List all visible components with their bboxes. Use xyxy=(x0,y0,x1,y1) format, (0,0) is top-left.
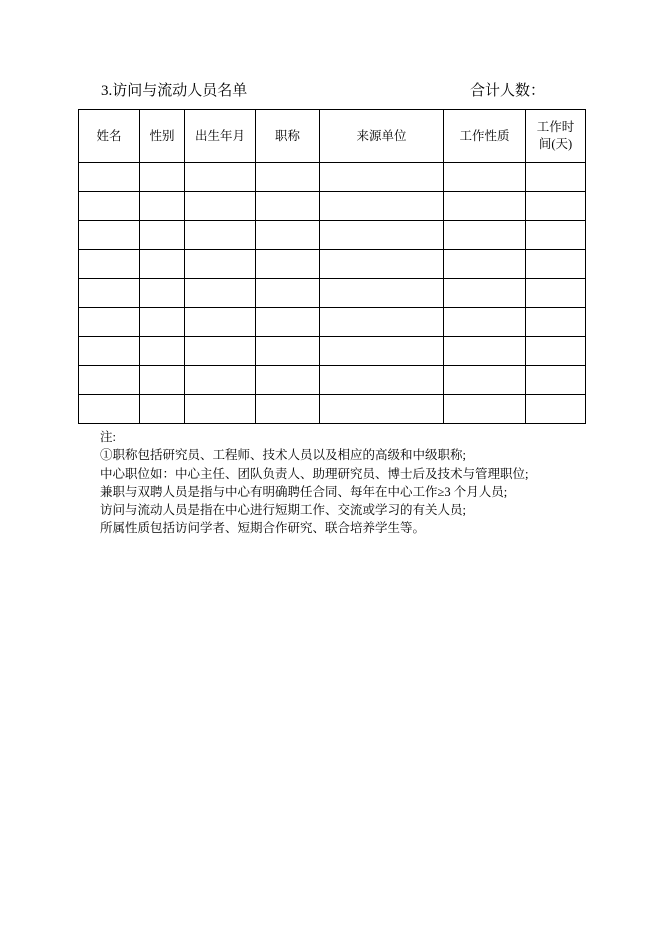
table-cell[interactable] xyxy=(79,163,140,192)
table-cell[interactable] xyxy=(79,337,140,366)
column-header-title: 职称 xyxy=(256,110,320,163)
table-cell[interactable] xyxy=(79,279,140,308)
table-cell[interactable] xyxy=(256,337,320,366)
table-cell[interactable] xyxy=(526,395,586,424)
table-cell[interactable] xyxy=(444,192,526,221)
table-row xyxy=(79,366,586,395)
table-header-row xyxy=(79,110,586,163)
table-cell[interactable] xyxy=(185,366,256,395)
table-cell[interactable] xyxy=(140,192,185,221)
table-cell[interactable] xyxy=(320,337,444,366)
column-header-name: 姓名 xyxy=(79,110,140,163)
table-cell[interactable] xyxy=(79,366,140,395)
table-cell[interactable] xyxy=(79,308,140,337)
table-cell[interactable] xyxy=(256,366,320,395)
table-cell[interactable] xyxy=(526,221,586,250)
note-item: 访问与流动人员是指在中心进行短期工作、交流或学习的有关人员; xyxy=(100,503,466,518)
column-header-gender: 性别 xyxy=(140,110,185,163)
table-cell[interactable] xyxy=(320,221,444,250)
table-cell[interactable] xyxy=(140,337,185,366)
table-cell[interactable] xyxy=(526,250,586,279)
table-cell[interactable] xyxy=(140,308,185,337)
table-cell[interactable] xyxy=(444,308,526,337)
table-cell[interactable] xyxy=(185,163,256,192)
table-row xyxy=(79,279,586,308)
visitor-roster-table xyxy=(78,109,586,424)
table-cell[interactable] xyxy=(320,250,444,279)
note-item: 所属性质包括访问学者、短期合作研究、联合培养学生等。 xyxy=(100,521,426,536)
table-cell[interactable] xyxy=(256,221,320,250)
table-row xyxy=(79,163,586,192)
table-cell[interactable] xyxy=(526,192,586,221)
column-header-birth-date: 出生年月 xyxy=(185,110,256,163)
total-count-label: 合计人数： xyxy=(470,83,546,99)
table-row xyxy=(79,221,586,250)
table-cell[interactable] xyxy=(140,163,185,192)
table-cell[interactable] xyxy=(444,395,526,424)
note-item: 兼职与双聘人员是指与中心有明确聘任合同、每年在中心工作≥3 个月人员; xyxy=(100,484,508,499)
table-cell[interactable] xyxy=(140,366,185,395)
table-cell[interactable] xyxy=(185,279,256,308)
table-cell[interactable] xyxy=(256,395,320,424)
table-cell[interactable] xyxy=(256,163,320,192)
table-cell[interactable] xyxy=(79,221,140,250)
table-cell[interactable] xyxy=(140,395,185,424)
table-row xyxy=(79,337,586,366)
column-header-work-days: 工作时间(天) xyxy=(526,110,586,163)
table-cell[interactable] xyxy=(444,279,526,308)
table-cell[interactable] xyxy=(79,250,140,279)
table-cell[interactable] xyxy=(526,308,586,337)
table-cell[interactable] xyxy=(256,308,320,337)
table-cell[interactable] xyxy=(320,192,444,221)
title-row xyxy=(101,79,556,101)
column-header-source-unit: 来源单位 xyxy=(320,110,444,163)
table-cell[interactable] xyxy=(185,308,256,337)
table-cell[interactable] xyxy=(79,395,140,424)
table-cell[interactable] xyxy=(185,395,256,424)
notes-heading: 注: xyxy=(100,430,116,444)
table-row xyxy=(79,192,586,221)
table-cell[interactable] xyxy=(320,308,444,337)
table-row xyxy=(79,308,586,337)
table-cell[interactable] xyxy=(444,250,526,279)
table-cell[interactable] xyxy=(320,163,444,192)
table-cell[interactable] xyxy=(256,192,320,221)
table-row xyxy=(79,250,586,279)
table-cell[interactable] xyxy=(444,163,526,192)
table-cell[interactable] xyxy=(256,279,320,308)
table-cell[interactable] xyxy=(185,192,256,221)
page-title: 3.访问与流动人员名单 xyxy=(101,83,248,99)
table-cell[interactable] xyxy=(444,337,526,366)
table-cell[interactable] xyxy=(79,192,140,221)
table-cell[interactable] xyxy=(526,366,586,395)
table-cell[interactable] xyxy=(140,250,185,279)
table-cell[interactable] xyxy=(320,395,444,424)
table-cell[interactable] xyxy=(526,163,586,192)
table-cell[interactable] xyxy=(185,337,256,366)
table-cell[interactable] xyxy=(444,221,526,250)
table-cell[interactable] xyxy=(320,366,444,395)
note-item: 中心职位如：中心主任、团队负责人、助理研究员、博士后及技术与管理职位; xyxy=(100,466,529,481)
table-cell[interactable] xyxy=(444,366,526,395)
table-cell[interactable] xyxy=(140,279,185,308)
table-cell[interactable] xyxy=(185,250,256,279)
table-cell[interactable] xyxy=(526,279,586,308)
table-cell[interactable] xyxy=(185,221,256,250)
note-item: ①职称包括研究员、工程师、技术人员以及相应的高级和中级职称; xyxy=(100,448,466,463)
table-row xyxy=(79,395,586,424)
table-cell[interactable] xyxy=(320,279,444,308)
column-header-work-nature: 工作性质 xyxy=(444,110,526,163)
notes-section xyxy=(100,428,620,538)
table-cell[interactable] xyxy=(140,221,185,250)
table-cell[interactable] xyxy=(256,250,320,279)
table-cell[interactable] xyxy=(526,337,586,366)
